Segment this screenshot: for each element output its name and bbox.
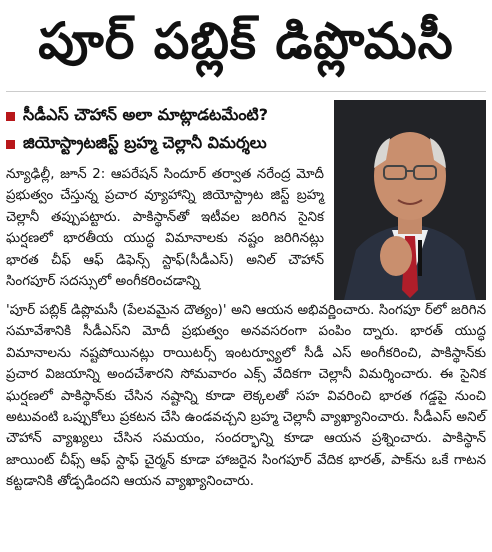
article-body-lead: న్యూఢిల్లీ, జూన్ 2: ఆపరేషన్ సిందూర్ తర్వాత నరేంద్ర మోదీ ప్రభుత్వం చేస్తున్న ప్రచార వ్యూహాన్ని జియోస్ట్రాట జిస్ట్ బ్రహ్మ చెల్లానీ తప్పుపట్టారు. పాకిస్థాన్‌తో ఇటీవల జరిగిన సైనిక ఘర్షణలో భారతీయ యుద్ధ విమానాలకు నష్టం జరిగినట్లు భారత చీఫ్ ఆఫ్ డిఫెన్స్ స్టాఫ్(సీడీఎస్) అనిల్ చౌహాన్ సింగపూర్ సదస్సులో అంగీకరించడాన్ని	[6, 167, 324, 290]
headline: పూర్ పబ్లిక్ డిప్లొమసీ	[6, 4, 486, 92]
portrait-photo	[334, 100, 486, 300]
subheads	[6, 100, 324, 158]
square-bullet-icon	[6, 112, 15, 121]
top-section	[6, 100, 486, 300]
left-column	[6, 100, 324, 300]
square-bullet-icon	[6, 140, 15, 149]
subhead-1-text: సీడీఎస్ చౌహాన్ అలా మాట్లాడటమేంటి?	[23, 104, 269, 124]
subhead-1	[6, 102, 324, 130]
subhead-2-text: జియోస్ట్రాటజిస్ట్ బ్రహ్మ చెల్లానీ విమర్శలు	[23, 132, 267, 152]
subhead-2	[6, 130, 324, 158]
portrait-illustration	[334, 100, 486, 300]
article-body-rest: 'పూర్ పబ్లిక్ డిప్లొమసీ (పేలవమైన దౌత్యం)' అని ఆయన అభివర్ణించారు. సింగపూ ర్‌లో జరిగిన సమావేశానికి సీడీఎస్‌ని మోదీ ప్రభుత్వం అనవసరంగా పంపిం ద్నారు. భారత్ యుద్ధ విమానాలను నష్టపోయినట్లు రాయిటర్స్ ఇంటర్వ్యూలో సీడీ ఎస్ అంగీకరించి, పాకిస్థాన్‌కు ప్రచార విజయాన్ని అందచేశారని సోమవారం ఎక్స్ వేదికగా చెల్లానీ విమర్శించారు. ఈ సైనిక ఘర్షణలో పాకిస్థాన్‌కు చేసిన నష్టాన్ని కూడా లెక్కలతో సహ వివరించి భారత గడ్డపై నుంచి అటువంటి ఒప్పుకోలు ప్రకటన చేసి ఉండవచ్చని బ్రహ్మ చెల్లానీ వ్యాఖ్యానించారు. సీడీఎస్ అనిల్ చౌహాన్ వ్యాఖ్యలు చేసిన సమయం, సందర్భాన్ని కూడా ఆయన ప్రశ్నించారు. పాకిస్థాన్ జాయింట్ చీఫ్స్ ఆఫ్ స్టాఫ్ చైర్మన్ కూడా హాజరైన సింగపూర్ వేదిక భారత్, పాక్‌ను ఒకే గాటన కట్టడానికి తోడ్పడిందని ఆయన వ్యాఖ్యానించారు.	[6, 303, 486, 490]
